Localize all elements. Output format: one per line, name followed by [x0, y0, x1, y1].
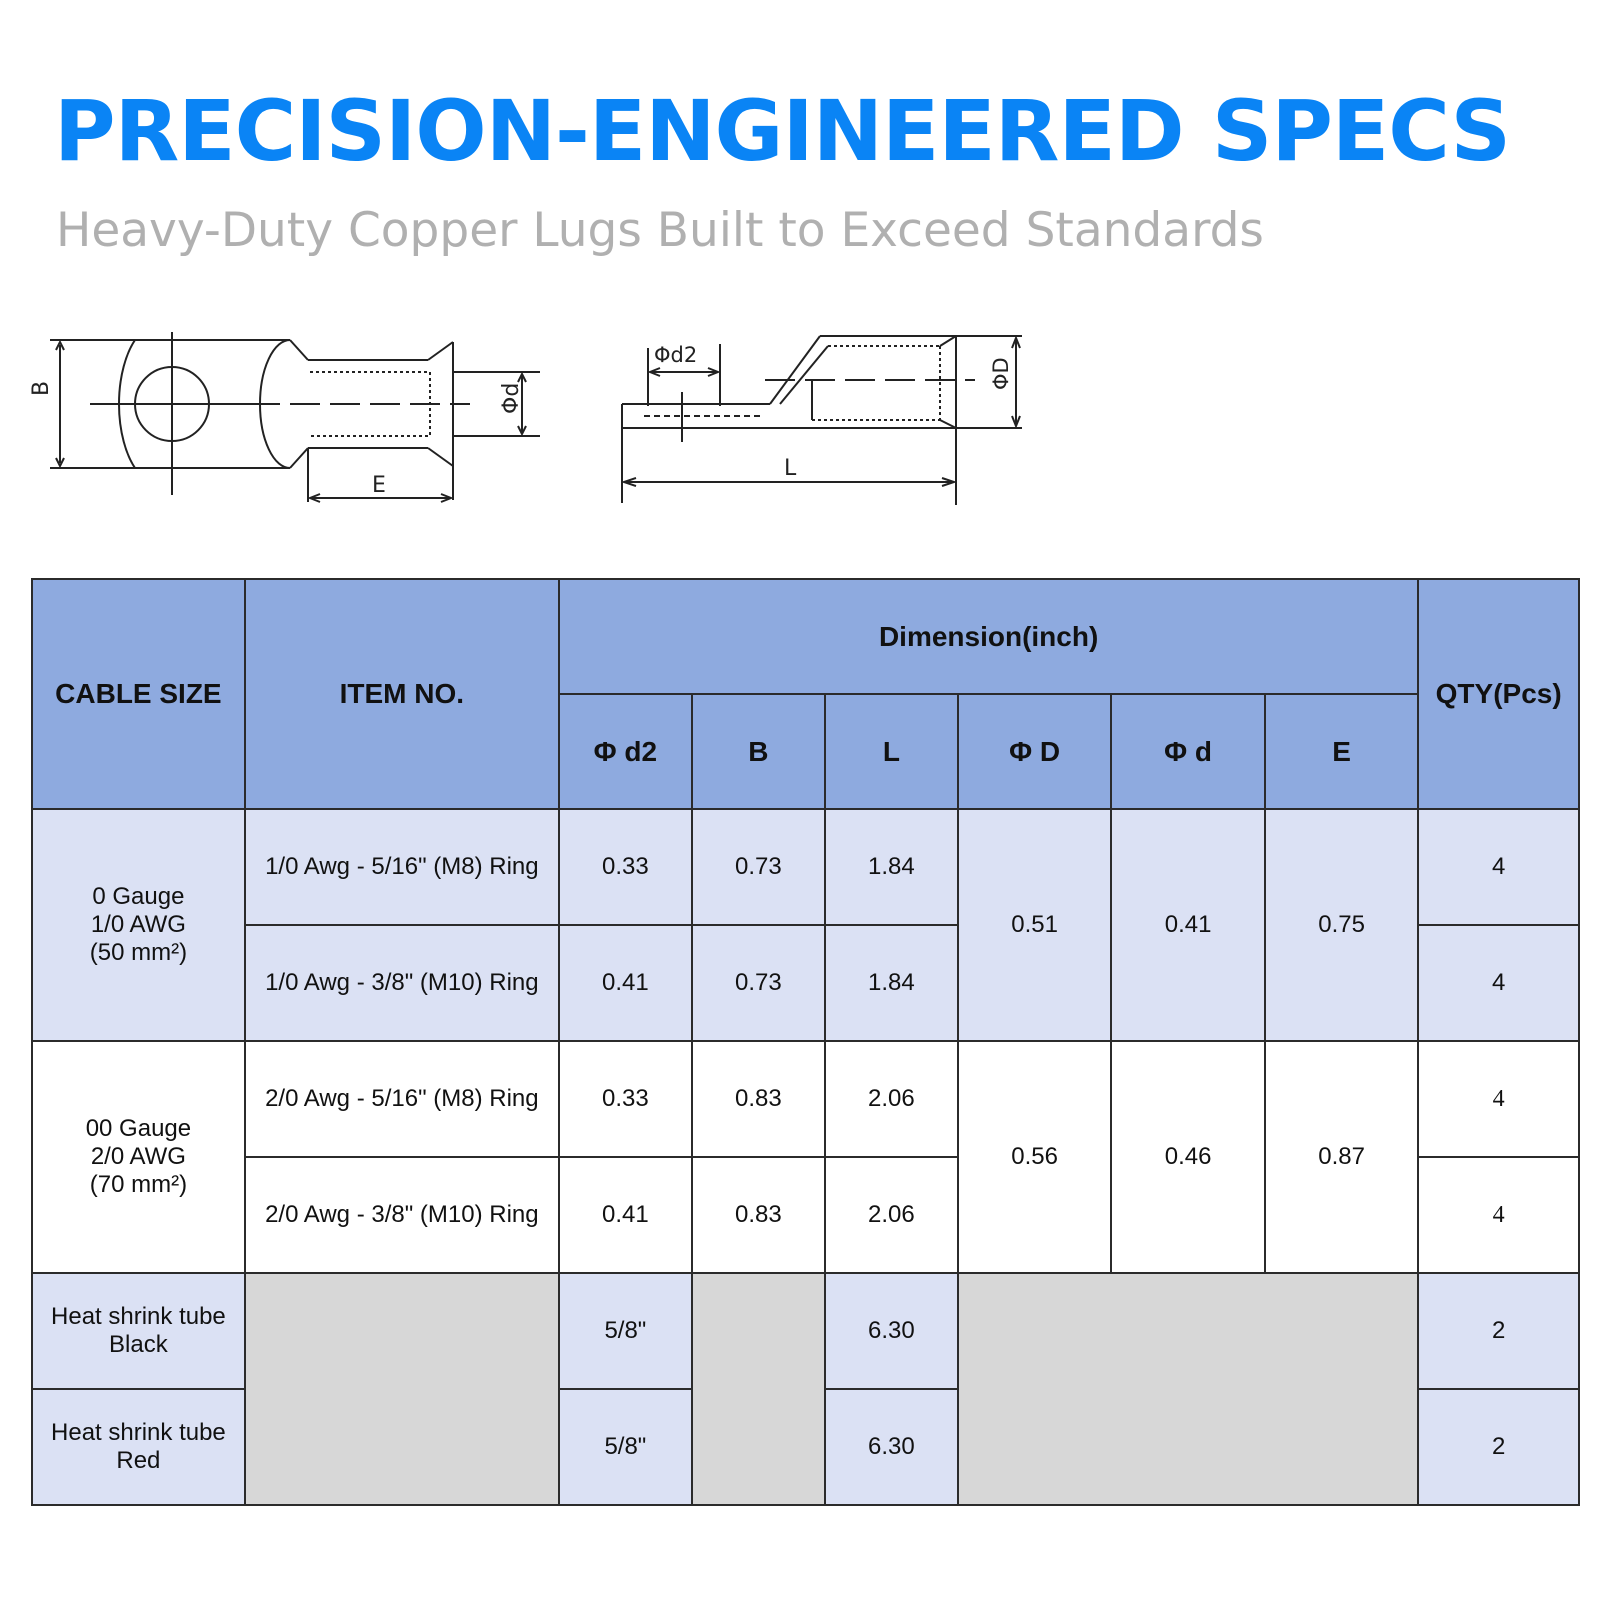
- phi-d2-cell: 0.33: [559, 1041, 692, 1157]
- item-no-cell: 1/0 Awg - 5/16" (M8) Ring: [245, 809, 559, 925]
- qty-cell: 4: [1418, 1157, 1579, 1273]
- lug-dimension-diagram: [0, 320, 1100, 520]
- l-cell: 1.84: [825, 925, 958, 1041]
- phi-d2-cell: 0.41: [559, 925, 692, 1041]
- empty-cell: [958, 1273, 1418, 1505]
- item-no-cell: 2/0 Awg - 5/16" (M8) Ring: [245, 1041, 559, 1157]
- header-dimension: Dimension(inch): [559, 579, 1418, 694]
- phi-d2-cell: 5/8": [559, 1389, 692, 1505]
- l-cell: 2.06: [825, 1041, 958, 1157]
- header-phi-d: Φ d: [1111, 694, 1264, 809]
- header-item-no: ITEM NO.: [245, 579, 559, 809]
- l-cell: 6.30: [825, 1389, 958, 1505]
- label-E: E: [372, 473, 386, 498]
- label-phi-D: ΦD: [989, 357, 1013, 390]
- qty-cell: 4: [1418, 1041, 1579, 1157]
- phi-d-cell: 0.46: [1111, 1041, 1264, 1273]
- spec-table: [31, 578, 1580, 1506]
- l-cell: 1.84: [825, 809, 958, 925]
- lug-top-view: [50, 332, 540, 502]
- e-cell: 0.75: [1265, 809, 1419, 1041]
- tube-name-cell: Heat shrink tube Red: [32, 1389, 245, 1505]
- empty-cell: [245, 1273, 559, 1505]
- phi-d-cell: 0.41: [1111, 809, 1264, 1041]
- tube-name-cell: Heat shrink tube Black: [32, 1273, 245, 1389]
- cable-size-cell: 0 Gauge 1/0 AWG (50 mm²): [32, 809, 245, 1041]
- header-phi-D: Φ D: [958, 694, 1111, 809]
- l-cell: 6.30: [825, 1273, 958, 1389]
- b-cell: 0.83: [692, 1157, 825, 1273]
- label-phi-d: Φd: [499, 382, 524, 414]
- phi-d2-cell: 0.33: [559, 809, 692, 925]
- table-row: [32, 809, 1579, 925]
- header-B: B: [692, 694, 825, 809]
- b-cell: 0.73: [692, 925, 825, 1041]
- label-phi-d2: Φd2: [654, 343, 698, 367]
- header-qty: QTY(Pcs): [1418, 579, 1579, 809]
- empty-cell: [692, 1273, 825, 1505]
- qty-cell: 4: [1418, 809, 1579, 925]
- header-E: E: [1265, 694, 1419, 809]
- qty-cell: 2: [1418, 1389, 1579, 1505]
- table-row: [32, 1041, 1579, 1157]
- phi-D-cell: 0.56: [958, 1041, 1111, 1273]
- l-cell: 2.06: [825, 1157, 958, 1273]
- qty-cell: 4: [1418, 925, 1579, 1041]
- phi-D-cell: 0.51: [958, 809, 1111, 1041]
- page-title: PRECISION-ENGINEERED SPECS: [54, 82, 1510, 180]
- table-row: [32, 1273, 1579, 1389]
- item-no-cell: 1/0 Awg - 3/8" (M10) Ring: [245, 925, 559, 1041]
- item-no-cell: 2/0 Awg - 3/8" (M10) Ring: [245, 1157, 559, 1273]
- phi-d2-cell: 5/8": [559, 1273, 692, 1389]
- b-cell: 0.73: [692, 809, 825, 925]
- header-cable-size: CABLE SIZE: [32, 579, 245, 809]
- b-cell: 0.83: [692, 1041, 825, 1157]
- qty-cell: 2: [1418, 1273, 1579, 1389]
- label-L: L: [784, 456, 797, 481]
- page-subtitle: Heavy-Duty Copper Lugs Built to Exceed Standards: [56, 203, 1264, 258]
- label-B: B: [29, 380, 54, 396]
- e-cell: 0.87: [1265, 1041, 1419, 1273]
- header-phi-d2: Φ d2: [559, 694, 692, 809]
- header-L: L: [825, 694, 958, 809]
- phi-d2-cell: 0.41: [559, 1157, 692, 1273]
- cable-size-cell: 00 Gauge 2/0 AWG (70 mm²): [32, 1041, 245, 1273]
